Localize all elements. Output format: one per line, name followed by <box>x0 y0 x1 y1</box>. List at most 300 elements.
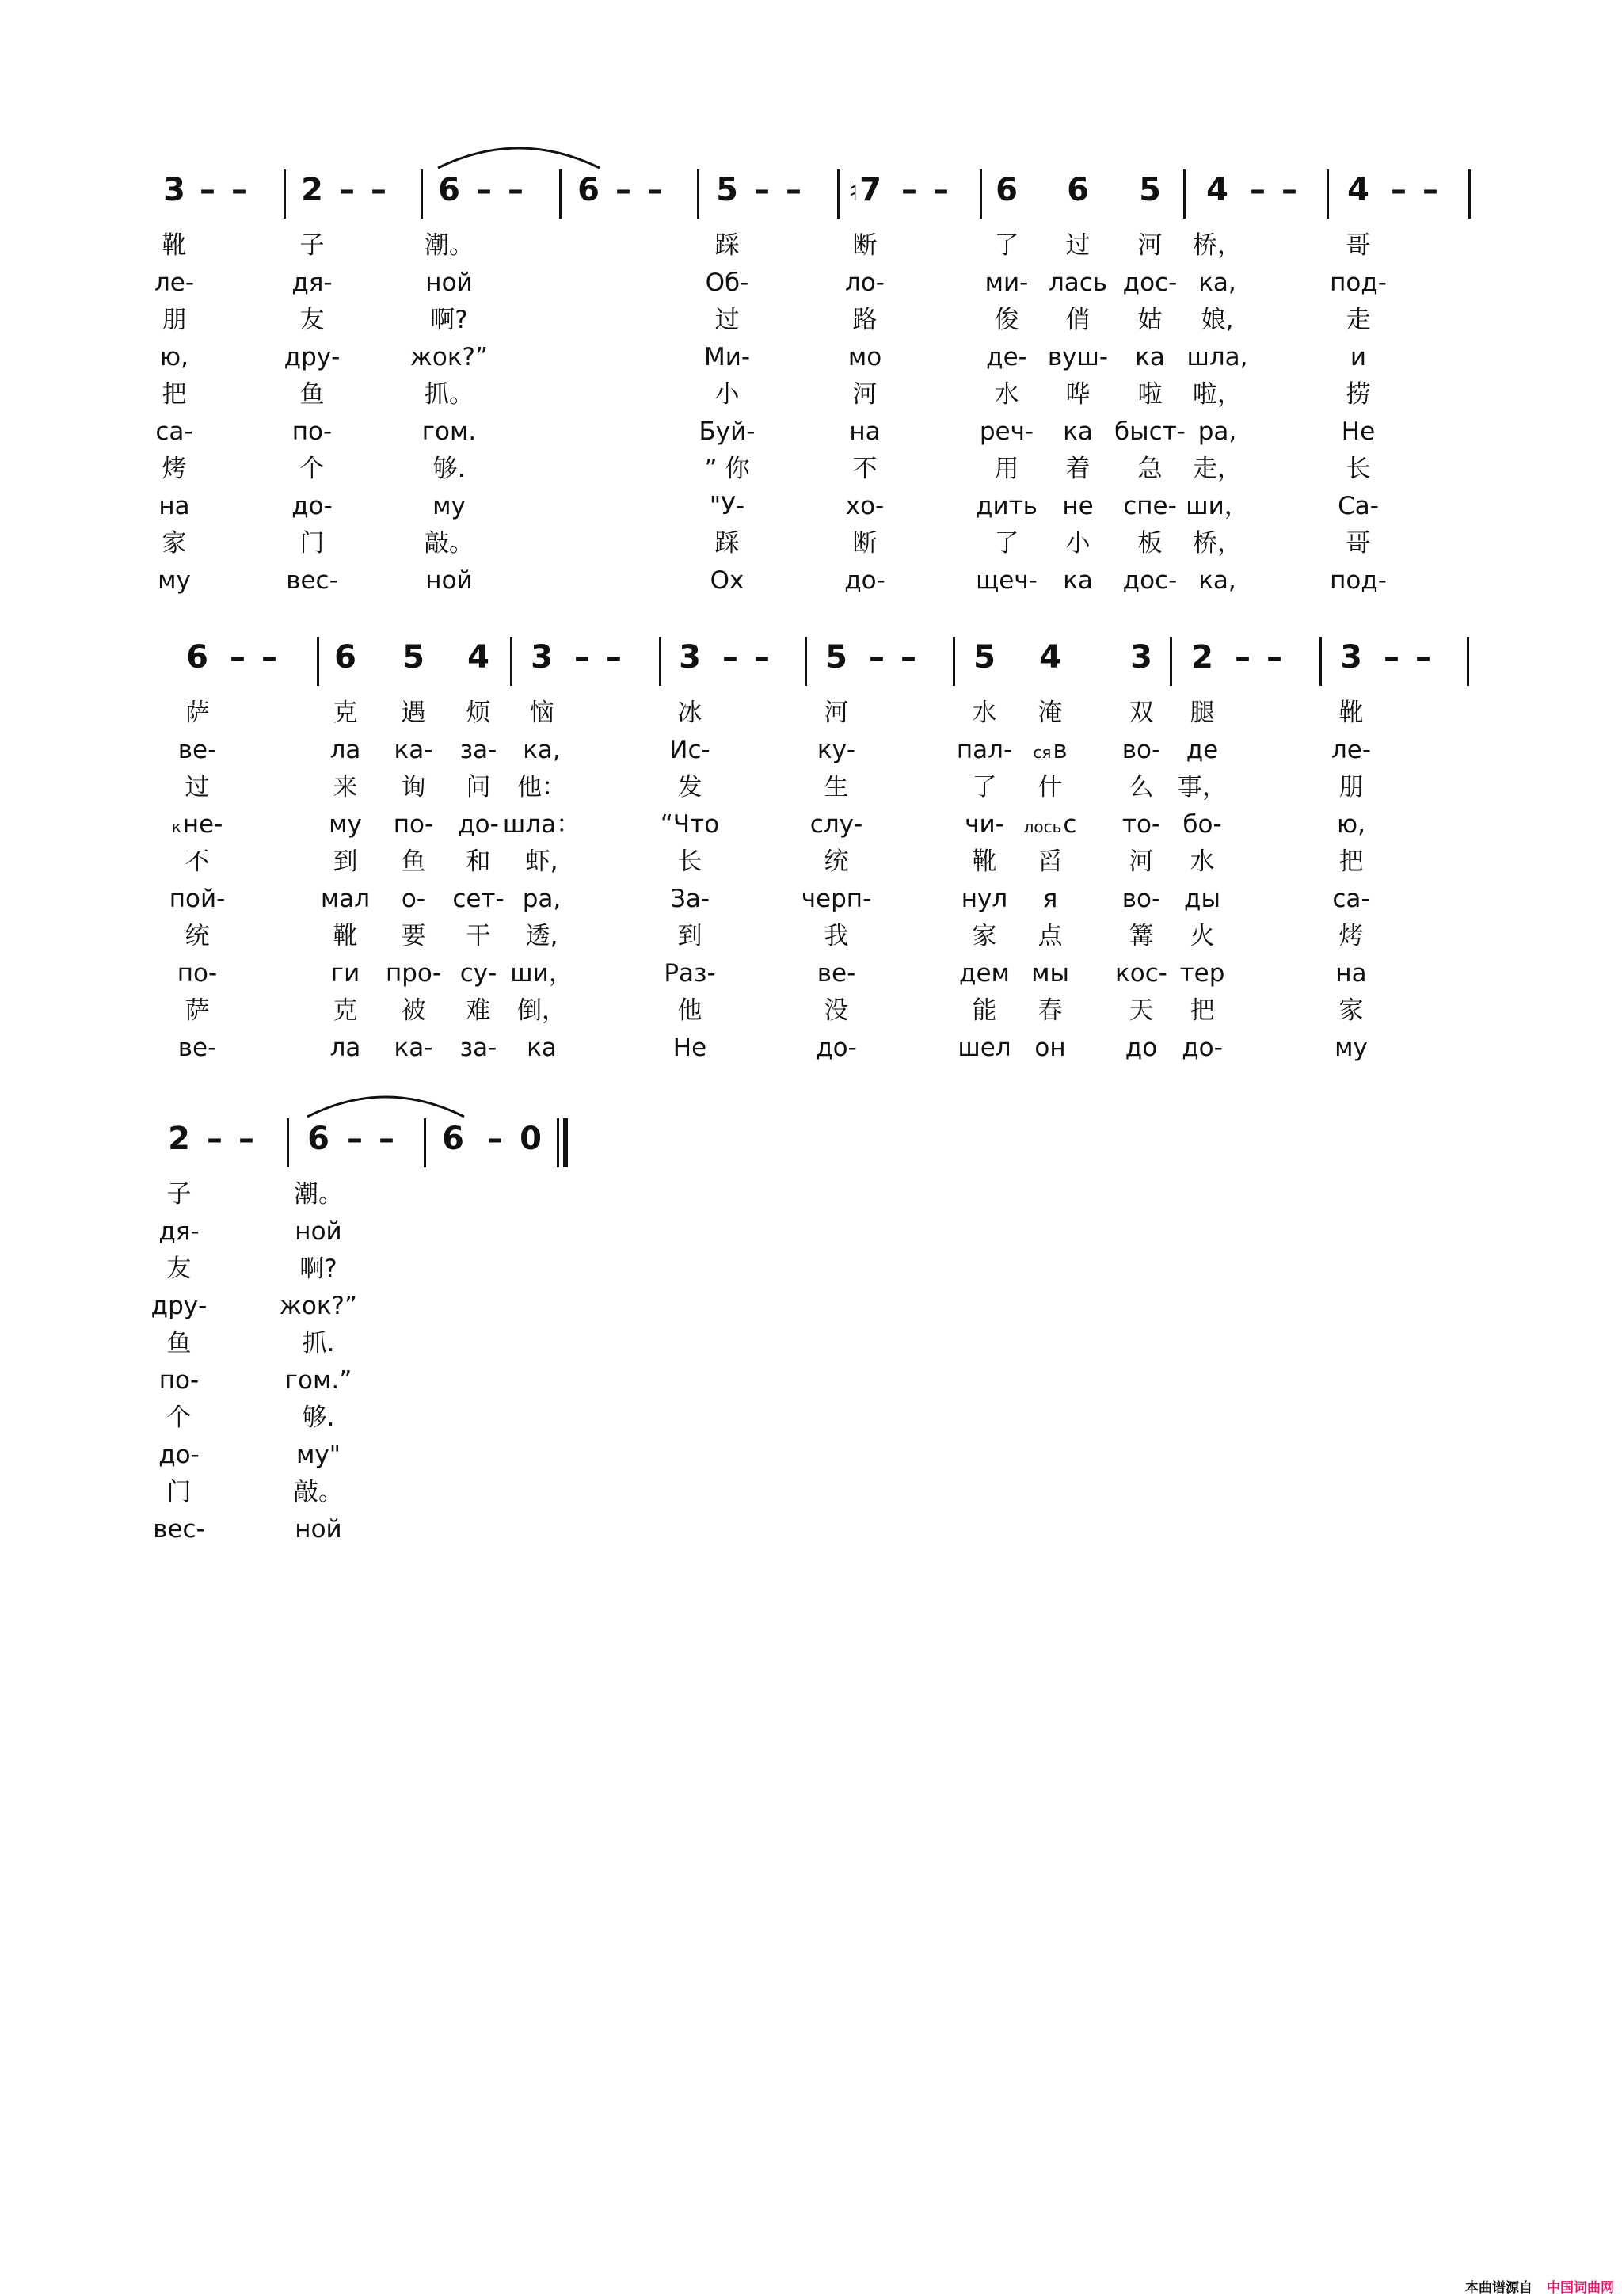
lyric-syllable: то- <box>1121 810 1161 839</box>
lyric-syllable: сет- <box>452 885 504 913</box>
note: 6 <box>438 172 460 208</box>
lyric-syllable: по- <box>393 810 434 839</box>
lyric-syllable: За- <box>669 885 710 913</box>
lyric-syllable: жок?” <box>409 343 489 371</box>
lyric-syllable: су- <box>459 959 497 988</box>
bar-line <box>1319 637 1322 686</box>
dash-extension: – <box>476 172 492 208</box>
lyric-syllable: ка, <box>1198 268 1236 297</box>
note: 4 <box>1206 172 1228 208</box>
note: 5 <box>402 639 425 676</box>
lyric-syllable: ве- <box>177 736 217 764</box>
lyric-syllable: 朋 <box>1338 773 1364 802</box>
thin-line <box>557 1118 559 1167</box>
lyric-syllable: кос- <box>1115 959 1167 988</box>
bar-line <box>697 169 699 219</box>
lyric-syllable: 潮。 <box>294 1180 343 1209</box>
lyric-syllable: не <box>1062 492 1094 520</box>
lyric-syllable: до- <box>816 1034 857 1062</box>
lyrics-block <box>0 230 1622 602</box>
lyric-syllable: 到 <box>333 847 358 876</box>
lyric-syllable: на <box>849 417 881 446</box>
lyrics-line-2 <box>0 1216 1622 1253</box>
note: 3 <box>163 172 185 208</box>
note: 5 <box>716 172 738 208</box>
lyric-syllable: 天 <box>1129 996 1154 1025</box>
lyric-syllable: 门 <box>166 1478 192 1506</box>
lyrics-line-5 <box>0 846 1622 883</box>
lyric-syllable: жок?” <box>279 1292 358 1320</box>
dash-extension: – <box>238 1121 254 1157</box>
lyric-syllable: дос- <box>1122 268 1178 297</box>
lyric-syllable: 舀 <box>1038 847 1063 876</box>
notes-row <box>0 637 1622 692</box>
lyric-syllable: 鱼 <box>166 1329 192 1357</box>
lyrics-line-3 <box>0 1253 1622 1290</box>
lyric-syllable: 急 <box>1137 455 1163 483</box>
bar-line <box>837 169 840 219</box>
lyric-syllable: 双 <box>1129 699 1154 727</box>
lyric-syllable: 小 <box>714 380 740 409</box>
lyric-syllable: 河 <box>824 699 849 727</box>
lyrics-line-6 <box>0 416 1622 453</box>
lyric-syllable: чи- <box>965 810 1004 839</box>
lyric-syllable: 他 <box>677 996 702 1025</box>
lyric-syllable: ” 你 <box>704 455 750 483</box>
lyric-syllable: 靴 <box>162 231 187 260</box>
lyric-syllable: 朋 <box>162 306 187 334</box>
dash-extension: – <box>754 639 770 676</box>
lyric-syllable: 哥 <box>1346 529 1371 558</box>
lyric-syllable: 透, <box>525 922 558 950</box>
thick-line <box>563 1118 568 1167</box>
dash-extension: – <box>230 639 246 676</box>
lyric-syllable: 潮。 <box>425 231 474 260</box>
lyric-syllable: ле- <box>1331 736 1372 764</box>
lyric-syllable: му" <box>296 1441 341 1469</box>
lyric-syllable: 友 <box>299 306 325 334</box>
lyric-syllable: ра, <box>522 885 562 913</box>
lyric-syllable: Не <box>672 1034 707 1062</box>
lyric-syllable: 烦 <box>466 699 491 727</box>
lyric-syllable: мы <box>1031 959 1069 988</box>
lyric-syllable: ка <box>1063 566 1093 595</box>
lyrics-line-8 <box>0 490 1622 527</box>
lyric-syllable: по- <box>291 417 333 446</box>
lyric-syllable: 腿 <box>1190 699 1215 727</box>
lyric-syllable: 捞 <box>1346 380 1371 409</box>
lyric-syllable: 事， <box>1178 773 1227 802</box>
lyrics-line-1 <box>0 697 1622 734</box>
lyric-syllable: 我 <box>824 922 849 950</box>
dash-extension: – <box>1281 172 1297 208</box>
lyric-syllable: 哗 <box>1065 380 1091 409</box>
lyric-syllable: 没 <box>824 996 849 1025</box>
lyric-preposition: лось <box>1023 817 1062 836</box>
lyric-syllable: по- <box>158 1366 200 1395</box>
lyric-syllable: вуш- <box>1047 343 1109 371</box>
lyrics-block <box>0 1178 1622 1551</box>
lyric-syllable: 难 <box>466 996 491 1025</box>
note: 2 <box>1191 639 1213 676</box>
lyric-syllable: 够. <box>432 455 466 483</box>
lyric-syllable: вес- <box>286 566 338 595</box>
lyric-syllable: му <box>432 492 466 520</box>
lyric-syllable: 子 <box>299 231 325 260</box>
lyric-syllable: 么 <box>1129 773 1154 802</box>
lyrics-line-1 <box>0 1178 1622 1216</box>
lyric-syllable: 抓。 <box>425 380 474 409</box>
lyric-syllable: дить <box>976 492 1038 520</box>
lyric-syllable: ми- <box>984 268 1029 297</box>
lyric-syllable: ной <box>295 1515 342 1544</box>
lyric-syllable: до- <box>291 492 333 520</box>
lyric-syllable: черп- <box>801 885 872 913</box>
lyric-syllable: 问 <box>466 773 491 802</box>
lyric-syllable: 水 <box>972 699 997 727</box>
lyric-preposition: к <box>171 817 181 836</box>
bar-line <box>659 637 661 686</box>
lyric-syllable: ка, <box>523 736 561 764</box>
lyric-syllable: 姑 <box>1137 306 1163 334</box>
lyric-syllable: 走 <box>1346 306 1371 334</box>
tie-curve <box>307 1097 464 1117</box>
lyric-syllable: кне- <box>171 810 223 839</box>
lyrics-line-10 <box>0 1032 1622 1069</box>
lyric-syllable: сяв <box>1033 736 1068 764</box>
lyric-syllable: и <box>1350 343 1367 371</box>
note: 6 <box>186 639 208 676</box>
lyric-syllable: 过 <box>1065 231 1091 260</box>
lyric-syllable: 把 <box>162 380 187 409</box>
note: 5 <box>973 639 996 676</box>
lyric-syllable: ка- <box>394 736 433 764</box>
lyric-syllable: спе- <box>1123 492 1177 520</box>
lyric-syllable: ка, <box>1198 566 1236 595</box>
lyric-syllable: дя- <box>158 1217 200 1246</box>
lyric-syllable: 啦， <box>1193 380 1242 409</box>
lyric-syllable: тер <box>1179 959 1225 988</box>
lyric-syllable: ве- <box>177 1034 217 1062</box>
lyric-syllable: му <box>329 810 362 839</box>
lyric-syllable: щеч- <box>976 566 1038 595</box>
lyric-syllable: за- <box>459 736 497 764</box>
bar-line <box>1183 169 1186 219</box>
lyric-syllable: 个 <box>299 455 325 483</box>
dash-extension: – <box>487 1121 503 1157</box>
lyric-syllable: ю, <box>1337 810 1365 839</box>
lyric-syllable: 子 <box>166 1180 192 1209</box>
lyrics-line-7 <box>0 1402 1622 1439</box>
lyric-syllable: ло- <box>845 268 885 297</box>
lyrics-line-3 <box>0 771 1622 809</box>
lyric-syllable: по- <box>177 959 218 988</box>
dash-extension: – <box>231 172 247 208</box>
lyric-syllable: 和 <box>466 847 491 876</box>
lyric-syllable: Ох <box>710 566 744 595</box>
notes-row <box>0 169 1622 225</box>
lyric-syllable: 友 <box>166 1255 192 1283</box>
tie-curve <box>438 148 600 168</box>
note: 4 <box>1347 172 1369 208</box>
lyric-syllable: “Что <box>660 810 720 839</box>
note: 6 <box>442 1121 464 1157</box>
lyric-syllable: 着 <box>1065 455 1091 483</box>
lyric-syllable: ной <box>425 566 473 595</box>
lyric-syllable: во- <box>1121 736 1161 764</box>
lyric-syllable: ку- <box>817 736 856 764</box>
note: 2 <box>168 1121 190 1157</box>
lyric-syllable: са- <box>1332 885 1370 913</box>
lyric-syllable: 淹 <box>1038 699 1063 727</box>
dash-extension: – <box>1391 172 1407 208</box>
lyric-syllable: 俊 <box>994 306 1019 334</box>
lyric-syllable: 什 <box>1038 773 1063 802</box>
lyric-syllable: 够. <box>302 1403 335 1432</box>
lyrics-line-5 <box>0 1327 1622 1365</box>
lyric-syllable: 点 <box>1038 922 1063 950</box>
lyric-syllable: 了 <box>972 773 997 802</box>
lyric-syllable: 河 <box>852 380 878 409</box>
lyric-syllable: 过 <box>714 306 740 334</box>
lyric-syllable: ши， <box>510 959 573 988</box>
lyric-syllable: 到 <box>677 922 702 950</box>
footer-site-name[interactable]: 中国词曲网 <box>1547 2280 1614 2296</box>
bar-line <box>421 169 423 219</box>
dash-extension: – <box>1422 172 1438 208</box>
note: 3 <box>1340 639 1362 676</box>
note: 3 <box>679 639 701 676</box>
lyric-syllable: 踩 <box>714 529 740 558</box>
lyric-syllable: под- <box>1330 566 1387 595</box>
lyric-syllable: Не <box>1341 417 1376 446</box>
lyric-syllable: 鱼 <box>299 380 325 409</box>
lyric-syllable: 询 <box>401 773 426 802</box>
lyric-syllable: ра, <box>1197 417 1237 446</box>
lyric-syllable: на <box>158 492 190 520</box>
dash-extension: – <box>722 639 738 676</box>
lyric-syllable: 抓. <box>302 1329 335 1357</box>
lyric-syllable: 靴 <box>972 847 997 876</box>
lyric-syllable: мо <box>847 343 882 371</box>
lyric-syllable: 板 <box>1137 529 1163 558</box>
tie-slur <box>303 1095 469 1118</box>
lyric-syllable: ю, <box>160 343 188 371</box>
bar-line <box>510 637 512 686</box>
note-with-natural-sign <box>848 174 881 206</box>
lyric-syllable: 把 <box>1338 847 1364 876</box>
lyric-syllable: Раз- <box>664 959 716 988</box>
dash-extension: – <box>786 172 801 208</box>
lyric-syllable: 萨 <box>185 699 210 727</box>
note: 3 <box>531 639 553 676</box>
lyric-syllable: за- <box>459 1034 497 1062</box>
lyric-syllable: под- <box>1330 268 1387 297</box>
lyric-syllable: нул <box>961 885 1008 913</box>
lyrics-line-4 <box>0 809 1622 846</box>
lyric-syllable: Ми- <box>703 343 751 371</box>
lyrics-line-10 <box>0 1514 1622 1551</box>
lyric-syllable: до- <box>158 1441 200 1469</box>
dash-extension: – <box>347 1121 363 1157</box>
lyric-syllable: 敲。 <box>425 529 474 558</box>
lyric-syllable: ла <box>329 736 361 764</box>
bar-line <box>805 637 807 686</box>
lyric-preposition: ся <box>1033 743 1052 762</box>
lyric-syllable: 小 <box>1065 529 1091 558</box>
lyric-syllable: 路 <box>852 306 878 334</box>
note: 5 <box>1139 172 1161 208</box>
note: 6 <box>334 639 356 676</box>
lyric-syllable: 虾, <box>525 847 558 876</box>
dash-extension: – <box>379 1121 394 1157</box>
dash-extension: – <box>207 1121 223 1157</box>
lyrics-line-5 <box>0 379 1622 416</box>
lyric-syllable: 不 <box>185 847 210 876</box>
lyric-syllable: дос- <box>1122 566 1178 595</box>
lyric-syllable: быст- <box>1114 417 1186 446</box>
lyric-syllable: 不 <box>852 455 878 483</box>
lyric-syllable: 断 <box>852 529 878 558</box>
lyric-syllable: дру- <box>150 1292 208 1320</box>
lyric-syllable: мал <box>320 885 371 913</box>
note: 6 <box>996 172 1018 208</box>
lyric-syllable: 过 <box>185 773 210 802</box>
lyric-syllable: вес- <box>153 1515 205 1544</box>
lyric-syllable: 用 <box>994 455 1019 483</box>
lyric-syllable: 水 <box>1190 847 1215 876</box>
lyric-syllable: ды <box>1184 885 1220 913</box>
lyric-syllable: 春 <box>1038 996 1063 1025</box>
lyric-syllable: 长 <box>677 847 702 876</box>
lyric-syllable: 啊? <box>430 306 468 334</box>
natural-sign: ♮ <box>848 176 859 208</box>
bar-line <box>1467 637 1469 686</box>
lyric-syllable: 烤 <box>162 455 187 483</box>
lyric-syllable: шел <box>958 1034 1011 1062</box>
lyric-syllable: 了 <box>994 231 1019 260</box>
bar-line <box>1327 169 1329 219</box>
lyric-syllable: 家 <box>162 529 187 558</box>
lyric-syllable: 桥， <box>1193 231 1242 260</box>
lyric-syllable: лась <box>1048 268 1108 297</box>
bar-line <box>559 169 562 219</box>
lyric-syllable: 俏 <box>1065 306 1091 334</box>
lyric-syllable: 哥 <box>1346 231 1371 260</box>
dash-extension: – <box>200 172 215 208</box>
lyric-syllable: ши， <box>1186 492 1249 520</box>
final-double-bar <box>557 1118 568 1167</box>
lyric-syllable: шла： <box>502 810 581 839</box>
dash-extension: – <box>508 172 524 208</box>
lyric-syllable: 克 <box>333 996 358 1025</box>
lyric-syllable: са- <box>155 417 193 446</box>
dash-extension: – <box>869 639 885 676</box>
lyric-syllable: хо- <box>845 492 885 520</box>
lyric-syllable: 来 <box>333 773 358 802</box>
lyric-syllable: во- <box>1121 885 1161 913</box>
lyric-syllable: 桥， <box>1193 529 1242 558</box>
lyric-syllable: гом. <box>421 417 477 446</box>
lyrics-line-2 <box>0 267 1622 304</box>
tie-slur <box>433 146 604 169</box>
lyrics-line-6 <box>0 1365 1622 1402</box>
lyric-syllable: 靴 <box>1338 699 1364 727</box>
footer-source-label: 本曲谱源自 <box>1465 2280 1533 2296</box>
lyric-syllable: Об- <box>705 268 749 297</box>
lyric-syllable: 走， <box>1193 455 1242 483</box>
lyric-syllable: де- <box>986 343 1027 371</box>
lyric-syllable: 篝 <box>1129 922 1154 950</box>
lyric-syllable: я <box>1042 885 1058 913</box>
lyric-syllable: 生 <box>824 773 849 802</box>
lyrics-line-7 <box>0 920 1622 958</box>
lyric-syllable: он <box>1034 1034 1066 1062</box>
note: 2 <box>301 172 323 208</box>
lyric-syllable: до- <box>844 566 885 595</box>
lyric-syllable: 河 <box>1137 231 1163 260</box>
lyric-syllable: на <box>1335 959 1367 988</box>
lyric-syllable: 恼 <box>529 699 554 727</box>
bar-line <box>980 169 982 219</box>
lyrics-line-6 <box>0 883 1622 920</box>
dash-extension: – <box>754 172 770 208</box>
lyric-syllable: Буй- <box>699 417 756 446</box>
lyric-syllable: 娘, <box>1201 306 1234 334</box>
lyrics-line-10 <box>0 565 1622 602</box>
lyric-syllable: дя- <box>291 268 333 297</box>
lyric-syllable: ка- <box>394 1034 433 1062</box>
lyric-syllable: пал- <box>956 736 1013 764</box>
lyric-syllable: ной <box>425 268 473 297</box>
lyric-syllable: ка <box>1063 417 1093 446</box>
dash-extension: – <box>647 172 663 208</box>
lyric-syllable: ка <box>527 1034 557 1062</box>
dash-extension: – <box>1415 639 1431 676</box>
lyric-syllable: ги <box>330 959 360 988</box>
lyric-syllable: 能 <box>972 996 997 1025</box>
note: 4 <box>1039 639 1061 676</box>
lyric-syllable: 家 <box>1338 996 1364 1025</box>
lyric-syllable: 个 <box>166 1403 192 1432</box>
dash-extension: – <box>1384 639 1399 676</box>
dash-extension: – <box>1266 639 1282 676</box>
note: 4 <box>467 639 489 676</box>
lyric-syllable: о- <box>401 885 426 913</box>
note-digit: 7 <box>859 172 881 208</box>
bar-line <box>1468 169 1471 219</box>
lyric-syllable: 家 <box>972 922 997 950</box>
lyric-syllable: 萨 <box>185 996 210 1025</box>
bar-line <box>284 169 286 219</box>
note: 6 <box>307 1121 329 1157</box>
lyric-syllable: дру- <box>284 343 341 371</box>
lyrics-block <box>0 697 1622 1069</box>
bar-line <box>1170 637 1172 686</box>
dash-extension: – <box>371 172 386 208</box>
note: 5 <box>825 639 847 676</box>
lyric-syllable: ла <box>329 1034 361 1062</box>
bar-line <box>953 637 955 686</box>
lyric-syllable: 门 <box>299 529 325 558</box>
lyrics-line-7 <box>0 453 1622 490</box>
lyric-syllable: ка <box>1135 343 1165 371</box>
lyric-syllable: 了 <box>994 529 1019 558</box>
lyric-syllable: гом.” <box>284 1366 352 1395</box>
lyric-syllable: 靴 <box>333 922 358 950</box>
lyric-syllable: ле- <box>154 268 195 297</box>
lyric-syllable: 发 <box>677 773 702 802</box>
